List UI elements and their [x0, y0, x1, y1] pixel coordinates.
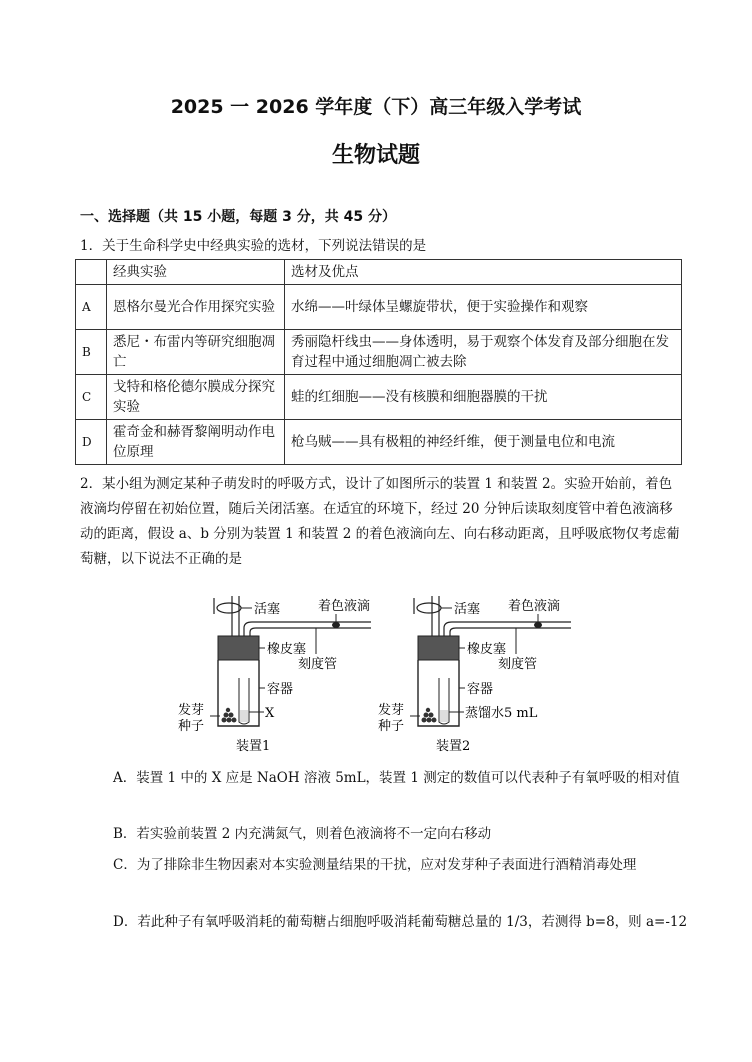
experiment-name: 戈特和格伦德尔膜成分探究实验	[107, 375, 285, 420]
table-header-cell	[76, 260, 107, 285]
valve-icon	[417, 603, 441, 613]
droplet-label: 着色液滴	[508, 599, 561, 614]
table-row	[76, 375, 682, 420]
seeds-label: 发芽种子	[378, 703, 405, 734]
material-advantage: 水绵——叶绿体呈螺旋带状，便于实验操作和观察	[285, 285, 682, 330]
table-row	[76, 285, 682, 330]
option-letter: A	[76, 285, 107, 330]
experiment-table	[75, 259, 682, 465]
device-caption: 装置2	[436, 739, 471, 754]
seeds-icon	[222, 708, 237, 723]
material-advantage: 秀丽隐杆线虫——身体透明，易于观察个体发育及部分细胞在发育过程中通过细胞凋亡被去除	[285, 330, 682, 375]
option-letter: C	[76, 375, 107, 420]
stopper-label: 橡皮塞	[467, 642, 507, 657]
subject-title: 生物试题	[331, 143, 420, 168]
option-letter: B	[76, 330, 107, 375]
liquid-label: X	[265, 706, 275, 721]
question-2-stem: 2．某小组为测定某种子萌发时的呼吸方式，设计了如图所示的装置 1 和装置 2。实验开始前，着色液滴均停留在初始位置，随后关闭活塞。在适宜的环境下，经过 20 分钟后读取刻度管中着色液滴移动的距离，假设 a、b 分别为装置 1 和装置 2 的着色液滴向左、向右移动距离，且呼吸底物仅考虑葡萄糖，以下说法不正确的是	[80, 476, 680, 567]
tube-label: 刻度管	[298, 657, 338, 672]
valve-label: 活塞	[454, 602, 481, 617]
device-1	[178, 596, 371, 754]
material-advantage: 枪乌贼——具有极粗的神经纤维，便于测量电位和电流	[285, 420, 682, 465]
table-row	[76, 330, 682, 375]
graduated-tube	[244, 622, 371, 638]
option-c: C．为了排除非生物因素对本实验测量结果的干扰，应对发芽种子表面进行酒精消毒处理	[113, 857, 637, 873]
section-heading: 一、选择题（共 15 小题，每题 3 分，共 45 分）	[80, 209, 396, 225]
seeds-icon	[422, 708, 437, 723]
respiration-apparatus-diagram	[0, 592, 752, 764]
experiment-name: 恩格尔曼光合作用探究实验	[107, 285, 285, 330]
stopper-label: 橡皮塞	[267, 642, 307, 657]
tube-label: 刻度管	[498, 657, 538, 672]
device-2	[378, 596, 571, 754]
table-header-cell: 选材及优点	[285, 260, 682, 285]
option-letter: D	[76, 420, 107, 465]
experiment-name: 悉尼・布雷内等研究细胞凋亡	[107, 330, 285, 375]
rubber-stopper	[218, 636, 259, 660]
exam-title: 2025 一 2026 学年度（下）高三年级入学考试	[170, 96, 582, 118]
container-label: 容器	[467, 682, 494, 697]
device-caption: 装置1	[236, 739, 271, 754]
table-header-cell: 经典实验	[107, 260, 285, 285]
liquid-label: 蒸馏水5 mL	[465, 706, 538, 721]
container-label: 容器	[267, 682, 294, 697]
colored-droplet	[534, 622, 542, 628]
graduated-tube	[444, 622, 571, 638]
valve-icon	[217, 603, 241, 613]
option-b: B．若实验前装置 2 内充满氮气，则着色液滴将不一定向右移动	[113, 826, 492, 842]
valve-label: 活塞	[254, 602, 281, 617]
question-1-stem: 1．关于生命科学史中经典实验的选材，下列说法错误的是	[80, 238, 427, 254]
option-d: D．若此种子有氧呼吸消耗的葡萄糖占细胞呼吸消耗葡萄糖总量的 1/3，若测得 b=8，则 a=-12	[113, 914, 688, 930]
colored-droplet	[332, 622, 340, 628]
table-header-row	[76, 260, 682, 285]
table-row	[76, 420, 682, 465]
droplet-label: 着色液滴	[318, 599, 371, 614]
seeds-label: 发芽种子	[178, 703, 205, 734]
option-a: A．装置 1 中的 X 应是 NaOH 溶液 5mL，装置 1 测定的数值可以代表种子有氧呼吸的相对值	[113, 770, 680, 786]
rubber-stopper	[418, 636, 459, 660]
material-advantage: 蛙的红细胞——没有核膜和细胞器膜的干扰	[285, 375, 682, 420]
experiment-name: 霍奇金和赫胥黎阐明动作电位原理	[107, 420, 285, 465]
